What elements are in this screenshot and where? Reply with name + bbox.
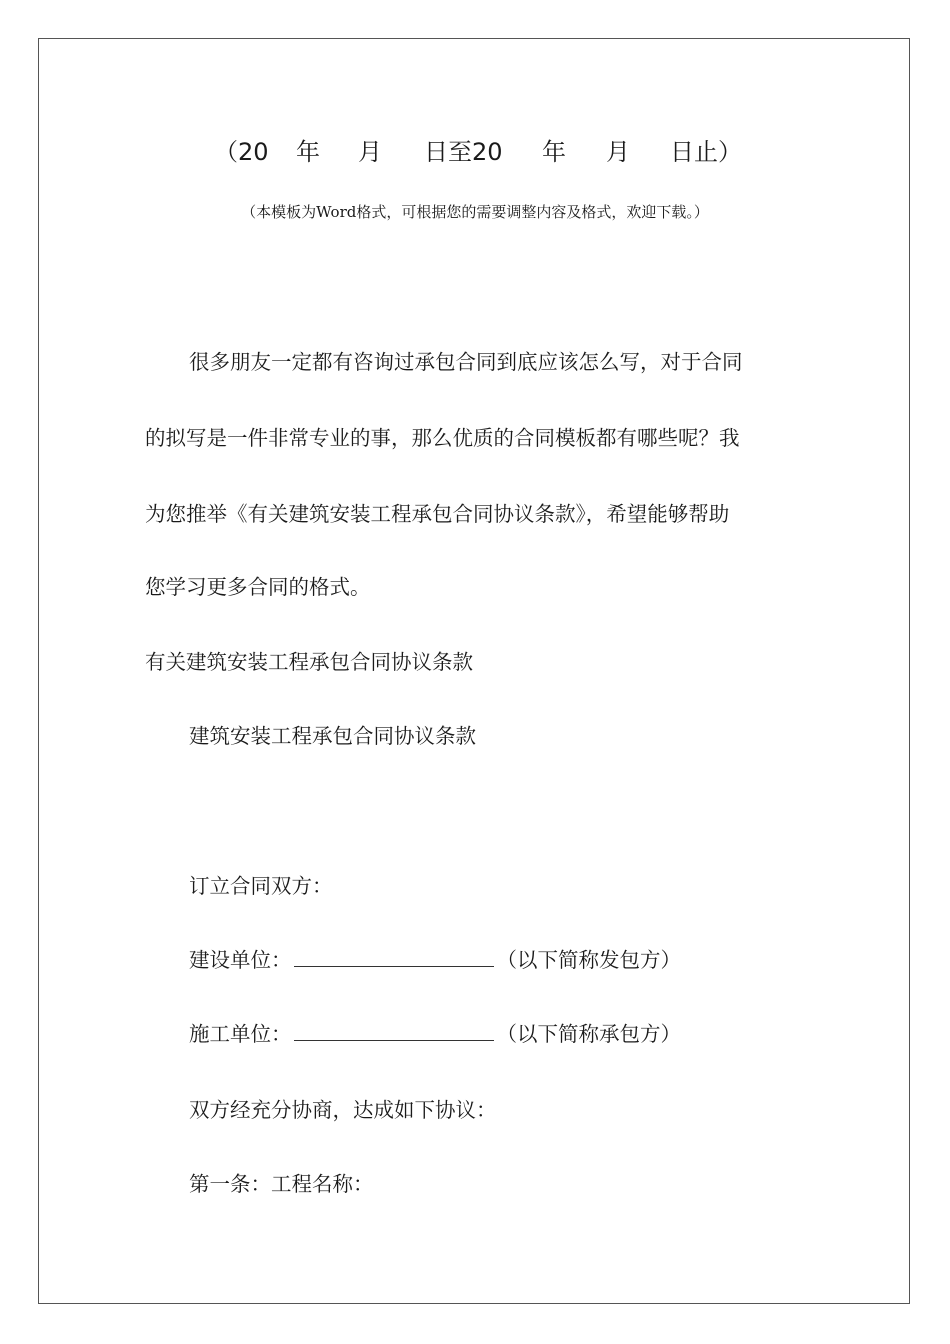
- agreement-statement: 双方经充分协商，达成如下协议：: [189, 1098, 497, 1122]
- contractor-label: 施工单位：: [189, 1022, 292, 1046]
- intro-line-1: 很多朋友一定都有咨询过承包合同到底应该怎么写，对于合同: [189, 350, 743, 374]
- date-part-open: （20: [214, 138, 269, 166]
- owner-label: 建设单位：: [189, 948, 292, 972]
- parties-heading: 订立合同双方：: [189, 874, 333, 898]
- owner-line: [189, 943, 849, 977]
- owner-name-field[interactable]: [294, 944, 494, 967]
- intro-line-2: 的拟写是一件非常专业的事，那么优质的合同模板都有哪些呢？我: [145, 426, 740, 450]
- template-note: （本模板为Word格式，可根据您的需要调整内容及格式，欢迎下载。）: [241, 203, 709, 221]
- owner-note: （以下简称发包方）: [496, 948, 681, 972]
- contractor-note: （以下简称承包方）: [496, 1022, 681, 1046]
- intro-line-4: 您学习更多合同的格式。: [145, 575, 371, 599]
- date-part-year-start: 年: [296, 138, 320, 166]
- date-range-line: [0, 132, 950, 172]
- contractor-line: [189, 1017, 849, 1051]
- date-part-day-close: 日止）: [670, 138, 742, 166]
- article-1-heading: 第一条：工程名称：: [189, 1172, 374, 1196]
- document-subtitle: 建筑安装工程承包合同协议条款: [189, 724, 476, 748]
- date-part-month-end: 月: [606, 138, 630, 166]
- date-part-year-end: 年: [542, 138, 566, 166]
- date-part-day-to: 日至20: [424, 138, 503, 166]
- intro-line-3: 为您推举《有关建筑安装工程承包合同协议条款》，希望能够帮助: [145, 502, 730, 526]
- contractor-name-field[interactable]: [294, 1018, 494, 1041]
- document-title: 有关建筑安装工程承包合同协议条款: [145, 650, 473, 674]
- date-part-month-start: 月: [358, 138, 382, 166]
